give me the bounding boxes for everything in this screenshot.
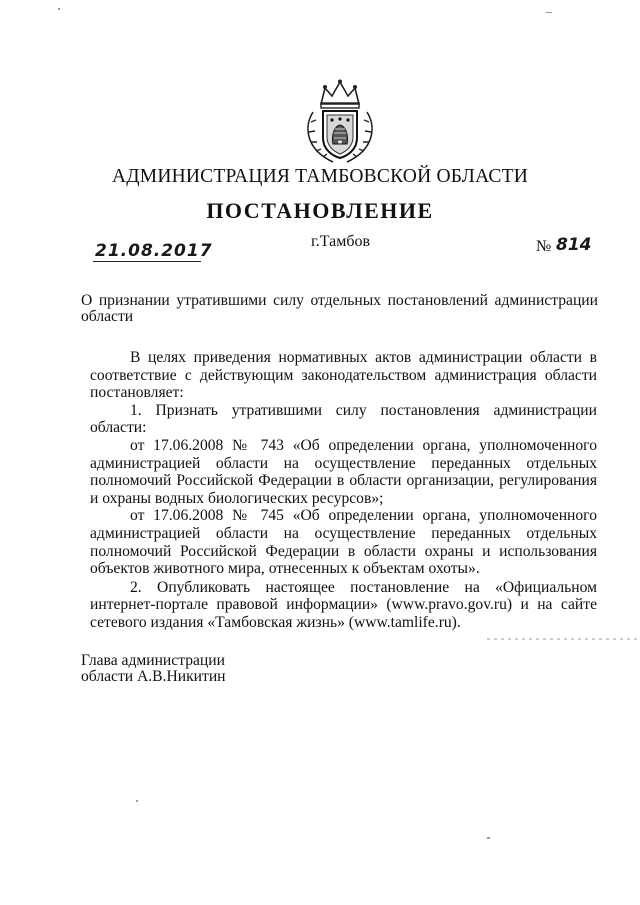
coat-of-arms-icon xyxy=(299,78,381,166)
document-date: 21.08.2017 xyxy=(95,241,213,261)
scan-artifact-line xyxy=(487,638,637,640)
organization-title: АДМИНИСТРАЦИЯ ТАМБОВСКОЙ ОБЛАСТИ xyxy=(112,166,528,187)
signer-name: области А.В.Никитин xyxy=(81,668,226,685)
signature-block xyxy=(81,653,226,685)
scan-artifact-dot xyxy=(58,8,60,10)
body-item-1-b: от 17.06.2008 № 745 «Об определении органа, уполномоченного администрацией области на осуществление переданных отдельных полномочий Российской Федерации в области охраны и использования объектов животного мира, отнесенных к объектам охоты». xyxy=(90,507,597,578)
body-item-2: 2. Опубликовать настоящее постановление на «Официальном интернет-портале правовой информации» (www.pravo.gov.ru) и на сайте сетевого издания «Тамбовская жизнь» (www.tamlife.ru). xyxy=(90,578,597,631)
document-number: 814 xyxy=(556,235,592,255)
body-intro: В целях приведения нормативных актов администрации области в соответствие с действующим законодательством администрация области постановляет: xyxy=(90,349,597,402)
date-underline xyxy=(93,261,201,262)
scan-artifact-dot xyxy=(136,800,138,802)
signer-position: Глава администрации xyxy=(81,652,225,669)
document-body xyxy=(90,349,597,632)
body-item-1: 1. Признать утратившими силу постановления администрации области: xyxy=(90,401,597,437)
number-sign: № xyxy=(536,238,552,255)
document-type-title: ПОСТАНОВЛЕНИЕ xyxy=(206,198,434,223)
scan-artifact-dot xyxy=(546,12,552,13)
scan-artifact-dot xyxy=(487,837,490,839)
document-city: г.Тамбов xyxy=(311,233,371,250)
body-item-1-a: от 17.06.2008 № 743 «Об определении органа, уполномоченного администрацией области на осуществление переданных отдельных полномочий Российской Федерации в области организации, регулирования и охраны водных биологических ресурсов»; xyxy=(90,436,597,507)
document-subject: О признании утратившими силу отдельных постановлений администрации области xyxy=(81,292,598,325)
